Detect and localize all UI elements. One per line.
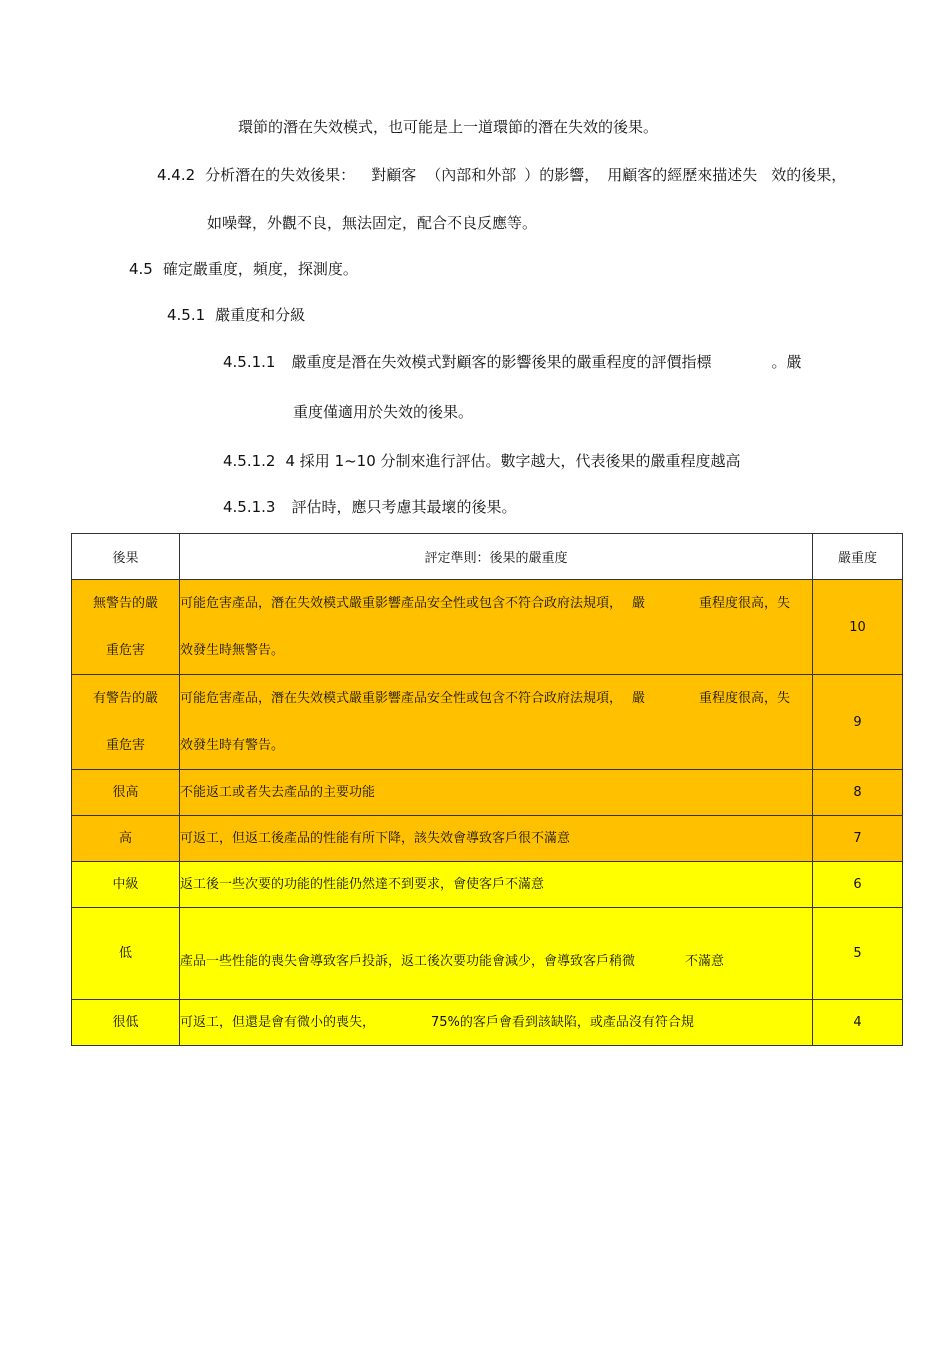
result-line: 重危害 bbox=[105, 738, 145, 753]
criteria-text: 重程度很高，失 bbox=[699, 596, 791, 611]
paragraph-examples: 如噪聲，外觀不良，無法固定，配合不良反應等。 bbox=[207, 214, 538, 232]
severity-score: 10 bbox=[813, 580, 903, 675]
table-row bbox=[72, 908, 903, 1000]
criteria-line bbox=[180, 675, 812, 722]
table-row bbox=[72, 770, 903, 816]
section-text: 效的後果， bbox=[771, 166, 847, 184]
section-text: ）的影響， bbox=[524, 166, 600, 184]
section-4-5-1-1 bbox=[223, 352, 802, 372]
criteria-text: 不滿意 bbox=[685, 953, 725, 969]
severity-score: 7 bbox=[813, 816, 903, 862]
section-number: 4.4.2 bbox=[157, 166, 196, 184]
section-4-5-1-2 bbox=[223, 451, 741, 471]
criteria-text: 75%的客戶會看到該缺陷，或產品沒有符合規 bbox=[431, 1014, 694, 1030]
result-cell bbox=[72, 675, 180, 770]
section-4-5-1-3 bbox=[223, 497, 517, 517]
criteria-cell bbox=[180, 1000, 813, 1046]
criteria-cell: 可返工，但返工後產品的性能有所下降，該失效會導致客戶很不滿意 bbox=[180, 816, 813, 862]
criteria-cell bbox=[180, 580, 813, 675]
section-number: 4.5 bbox=[129, 260, 153, 278]
header-result: 後果 bbox=[72, 534, 180, 580]
result-cell: 中級 bbox=[72, 862, 180, 908]
section-number: 4.5.1.2 bbox=[223, 452, 276, 470]
severity-score: 9 bbox=[813, 675, 903, 770]
severity-score: 5 bbox=[813, 908, 903, 1000]
section-number: 4.5.1.1 bbox=[223, 353, 276, 371]
criteria-text: 可能危害產品，潛在失效模式嚴重影響產品安全性或包含不符合政府法規項， bbox=[180, 691, 623, 706]
section-text: 評估時，應只考慮其最壞的後果。 bbox=[291, 498, 517, 516]
paragraph-continuation: 環節的潛在失效模式，也可能是上一道環節的潛在失效的後果。 bbox=[238, 118, 659, 136]
section-text: （內部和外部 bbox=[426, 166, 517, 184]
criteria-line: 效發生時無警告。 bbox=[180, 643, 285, 658]
table-row bbox=[72, 816, 903, 862]
table-row bbox=[72, 1000, 903, 1046]
paragraph-continuation-2: 重度僅適用於失效的後果。 bbox=[293, 403, 474, 421]
criteria-cell bbox=[180, 675, 813, 770]
criteria-cell bbox=[180, 908, 813, 1000]
section-4-5-1 bbox=[167, 305, 305, 325]
severity-score: 4 bbox=[813, 1000, 903, 1046]
result-cell: 高 bbox=[72, 816, 180, 862]
section-text: 對顧客 bbox=[371, 166, 417, 184]
criteria-text: 重程度很高，失 bbox=[699, 691, 791, 706]
result-cell bbox=[72, 580, 180, 675]
table-row bbox=[72, 862, 903, 908]
result-line: 無警告的嚴 bbox=[92, 596, 158, 611]
table-row bbox=[72, 675, 903, 770]
section-4-5 bbox=[129, 259, 358, 279]
section-text: 4 採用 1~10 分制來進行評估。數字越大，代表後果的嚴重程度越高 bbox=[285, 452, 741, 470]
table-header-row bbox=[72, 534, 903, 580]
section-text: 分析潛在的失效後果： bbox=[205, 166, 356, 184]
criteria-text: 可能危害產品，潛在失效模式嚴重影響產品安全性或包含不符合政府法規項， bbox=[180, 596, 623, 611]
section-number: 4.5.1.3 bbox=[223, 498, 276, 516]
table-row bbox=[72, 580, 903, 675]
result-cell: 很高 bbox=[72, 770, 180, 816]
section-heading: 確定嚴重度，頻度，探測度。 bbox=[162, 260, 358, 278]
criteria-cell: 不能返工或者失去產品的主要功能 bbox=[180, 770, 813, 816]
criteria-text: 產品一些性能的喪失會導致客戶投訴，返工後次要功能會減少，會導致客戶稍微 bbox=[180, 953, 636, 969]
criteria-text: 嚴 bbox=[632, 691, 646, 706]
section-text: 嚴重度是潛在失效模式對顧客的影響後果的嚴重程度的評價指標 bbox=[291, 353, 712, 371]
criteria-line: 效發生時有警告。 bbox=[180, 738, 285, 753]
criteria-text: 嚴 bbox=[632, 596, 646, 611]
criteria-cell: 返工後一些次要的功能的性能仍然達不到要求，會使客戶不滿意 bbox=[180, 862, 813, 908]
header-criteria: 評定準則：後果的嚴重度 bbox=[180, 534, 813, 580]
criteria-text: 可返工，但還是會有微小的喪失， bbox=[180, 1014, 376, 1030]
section-number: 4.5.1 bbox=[167, 306, 206, 324]
section-4-4-2 bbox=[157, 165, 846, 185]
result-cell: 很低 bbox=[72, 1000, 180, 1046]
header-severity: 嚴重度 bbox=[813, 534, 903, 580]
severity-score: 8 bbox=[813, 770, 903, 816]
result-line: 有警告的嚴 bbox=[92, 691, 158, 706]
section-heading: 嚴重度和分級 bbox=[215, 306, 306, 324]
section-text: 用顧客的經歷來描述失 bbox=[607, 166, 758, 184]
result-line: 重危害 bbox=[105, 643, 145, 658]
criteria-line bbox=[180, 580, 812, 627]
severity-score: 6 bbox=[813, 862, 903, 908]
section-text: 。嚴 bbox=[771, 353, 802, 371]
severity-table bbox=[71, 533, 903, 1046]
result-cell: 低 bbox=[72, 908, 180, 1000]
